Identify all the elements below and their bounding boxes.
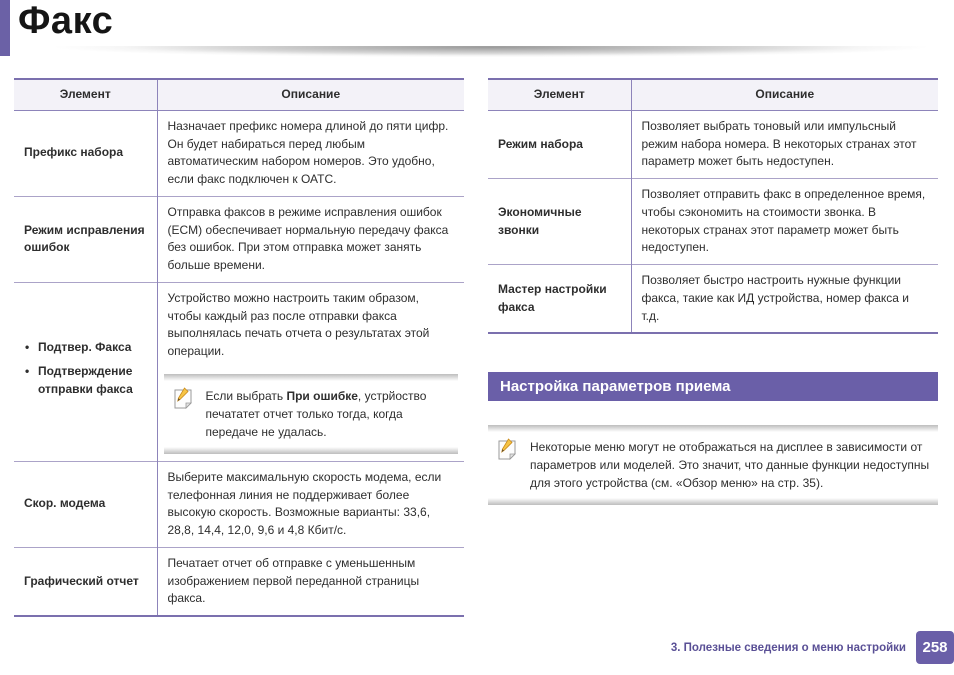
right-column xyxy=(488,78,938,617)
table-header-row xyxy=(14,79,464,110)
column-header-element: Элемент xyxy=(488,79,631,110)
element-cell: Скор. модема xyxy=(14,461,157,547)
note-box xyxy=(488,425,938,505)
page-title: Факс xyxy=(18,0,114,42)
description-cell: Печатает отчет об отправке с уменьшенным изображением первой переданной страницы факса. xyxy=(157,547,464,616)
column-header-element: Элемент xyxy=(14,79,157,110)
description-cell: Позволяет выбрать тоновый или импульсный режим набора номера. В некоторых странах этот параметр может быть недоступен. xyxy=(641,118,917,169)
description-cell: Выберите максимальную скорость модема, если телефонная линия не поддерживает более высокую скорость. Возможные варианты: 33,6, 28,8, 14,4, 12,0, 9,6 и 4,8 Кбит/с. xyxy=(157,461,464,547)
content-columns xyxy=(14,78,938,617)
page-footer xyxy=(671,631,954,664)
left-column xyxy=(14,78,464,617)
description-cell: Позволяет быстро настроить нужные функции факса, такие как ИД устройства, номер факса и т.д. xyxy=(631,265,938,334)
description-text: Устройство можно настроить таким образом, чтобы каждый раз после отправки факса выполнялась печать отчета о результатах этой операции. xyxy=(167,290,430,358)
element-bullet: • Подтвер. Факса xyxy=(24,339,147,357)
note-pencil-icon xyxy=(496,438,518,462)
element-cell: Режим набора xyxy=(488,110,631,178)
element-cell: Режим исправления ошибок xyxy=(14,196,157,282)
note-text-suffix: , устрйоство печататет отчет только тогда, когда передаче не удалась. xyxy=(205,388,427,439)
element-cell xyxy=(14,282,157,461)
section-header-reception-settings: Настройка параметров приема xyxy=(488,372,938,401)
note-box xyxy=(164,374,459,454)
table-header-row xyxy=(488,79,938,110)
note-text-bold: При ошибке xyxy=(286,388,358,403)
element-cell: Экономичные звонки xyxy=(488,179,631,265)
table-row xyxy=(488,179,938,265)
title-shadow-band xyxy=(28,46,954,60)
table-row xyxy=(14,461,464,547)
table-row xyxy=(14,282,464,461)
element-cell: Префикс набора xyxy=(14,110,157,196)
page-number-badge: 258 xyxy=(916,631,954,664)
element-cell: Мастер настройки факса xyxy=(488,265,631,334)
note-text: Некоторые меню могут не отображаться на дисплее в зависимости от параметров или моделей. Это значит, что данные функции недоступны для этого устройства (см. «Обзор меню» на стр. 35). xyxy=(530,440,930,491)
title-accent-bar xyxy=(0,0,10,56)
description-cell: Позволяет отправить факс в определенное время, чтобы сэкономить на стоимости звонка. В некоторых странах этот параметр может быть недоступен. xyxy=(631,179,938,265)
table-row xyxy=(488,110,938,178)
note-text xyxy=(206,387,453,441)
note-text-prefix: Если выбрать xyxy=(205,388,287,403)
fax-dial-settings-table xyxy=(488,78,938,334)
footer-chapter-title: 3. Полезные сведения о меню настройки xyxy=(670,641,906,654)
column-header-description: Описание xyxy=(157,79,464,110)
element-bullet: • Подтверждение отправки факса xyxy=(24,363,147,399)
table-row xyxy=(14,196,464,282)
note-pencil-icon xyxy=(172,387,194,411)
element-cell: Графический отчет xyxy=(14,547,157,616)
fax-send-settings-table xyxy=(14,78,464,617)
description-cell: Отправка факсов в режиме исправления ошибок (ECM) обеспечивает нормальную передачу факса без ошибок. При этом отправка может занять больше времени. xyxy=(157,196,464,282)
table-row xyxy=(488,265,938,334)
column-header-description: Описание xyxy=(631,79,938,110)
table-row xyxy=(14,547,464,616)
description-cell xyxy=(157,282,464,461)
description-cell: Назначает префикс номера длиной до пяти цифр. Он будет набираться перед любым автоматическим набором номеров. Это удобно, если факс подключен к ОАТС. xyxy=(167,118,449,186)
table-row xyxy=(14,110,464,196)
